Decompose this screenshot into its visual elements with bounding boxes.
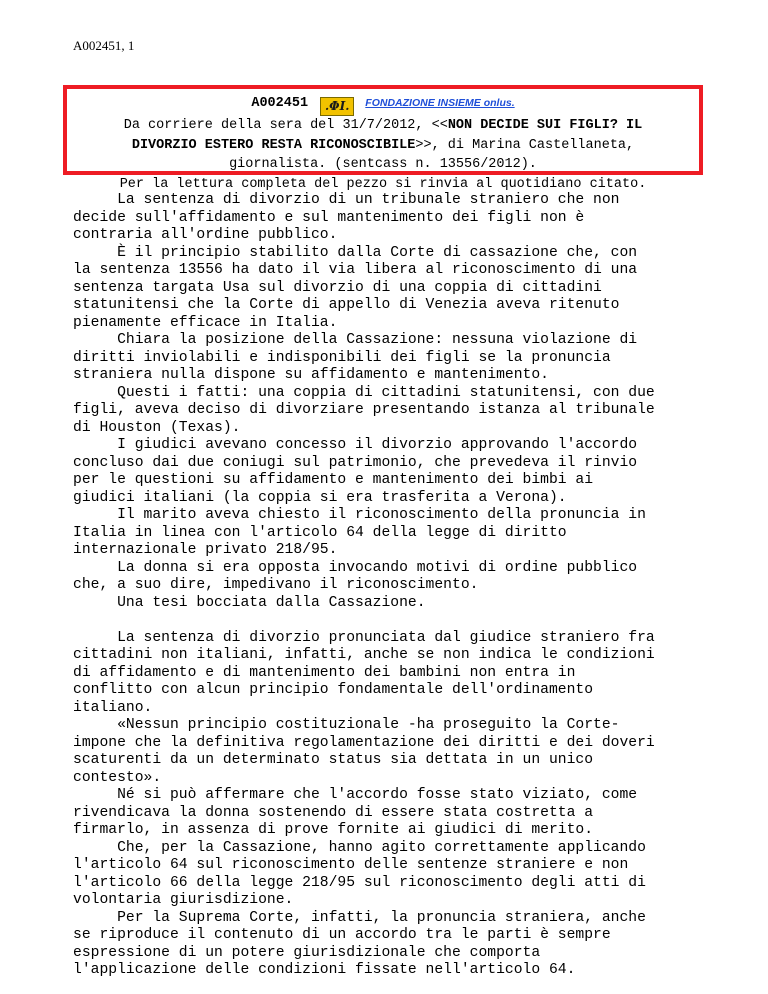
- page-identifier: A002451, 1: [73, 38, 135, 53]
- header-line-4: giornalista. (sentcass n. 13556/2012).: [229, 157, 537, 173]
- paragraph: Che, per la Cassazione, hanno agito correttamente applicando l'articolo 64 sul riconoscimento delle sentenze straniere e non l'articolo 66 della legge 218/95 sul riconoscimento degli atti di volontaria giurisdizione.: [73, 839, 646, 908]
- paragraph: Né si può affermare che l'accordo fosse stato viziato, come rivendicava la donna sostenendo di essere stata costretta a firmarlo, in assenza di prove fornite ai giudici di merito.: [73, 787, 638, 838]
- paragraph: Per la Suprema Corte, infatti, la pronuncia straniera, anche se riproduce il contenuto di un accordo tra le parti è sempre espressione di un potere giurisdizionale che comporta l'applicazione delle condizioni fissate nell'articolo 64.: [73, 909, 646, 978]
- paragraph: Questi i fatti: una coppia di cittadini statunitensi, con due figli, aveva deciso di divorziare presentando istanza al tribunale di Houston (Texas).: [73, 384, 655, 436]
- author-credit: >>, di Marina Castellaneta,: [415, 137, 635, 153]
- header-line-2: [67, 116, 699, 136]
- header-box: [63, 85, 703, 192]
- foundation-logo-icon: .ΦI.: [320, 97, 354, 116]
- header-line-3: [67, 136, 699, 156]
- paragraph: Una tesi bocciata dalla Cassazione.: [73, 594, 426, 611]
- paragraph: La sentenza di divorzio di un tribunale straniero che non decide sull'affidamento e sul mantenimento dei figli non è contraria all'ordine pubblico.: [73, 192, 620, 243]
- headline-part-2: DIVORZIO ESTERO RESTA RICONOSCIBILE: [131, 137, 416, 153]
- headline-part-1: NON DECIDE SUI FIGLI? IL: [447, 118, 643, 133]
- paragraph: Chiara la posizione della Cassazione: nessuna violazione di diritti inviolabili e indisponibili dei figli se la pronuncia straniera nulla dispone su affidamento e mantenimento.: [73, 332, 638, 383]
- paragraph-spacer: [73, 612, 733, 630]
- header-line-5: Per la lettura completa del pezzo si rinvia al quotidiano citato.: [119, 176, 647, 192]
- header-line-1: [67, 94, 699, 116]
- paragraph: «Nessun principio costituzionale -ha proseguito la Corte- impone che la definitiva regolamentazione dei diritti e dei doveri scaturenti da un determinato status sia dettata in un unico contesto».: [73, 717, 655, 786]
- article-body: [73, 192, 733, 980]
- paragraph: La sentenza di divorzio pronunciata dal giudice straniero fra cittadini non italiani, infatti, anche se non indica le condizioni di affidamento e di mantenimento dei bambini non entra in conflitto con alcun principio fondamentale dell'ordinamento italiano.: [73, 629, 655, 716]
- paragraph: È il principio stabilito dalla Corte di cassazione che, con la sentenza 13556 ha dato il via libera al riconoscimento di una sentenza targata Usa sul divorzio di una coppia di cittadini statunitensi che la Corte di appello di Venezia aveva ritenuto pienamente efficace in Italia.: [73, 244, 638, 331]
- paragraph: La donna si era opposta invocando motivi di ordine pubblico che, a suo dire, impedivano il riconoscimento.: [73, 559, 638, 593]
- paragraph: Il marito aveva chiesto il riconoscimento della pronuncia in Italia in linea con l'articolo 64 della legge di diritto internazionale privato 218/95.: [73, 507, 646, 558]
- paragraph: I giudici avevano concesso il divorzio approvando l'accordo concluso dai due coniugi sul patrimonio, che prevedeva il rinvio per le questioni su affidamento e mantenimento dei bimbi ai giudici italiani (la coppia si era trasferita a Verona).: [73, 437, 638, 506]
- source-prefix: Da corriere della sera del 31/7/2012, <<: [123, 118, 448, 133]
- document-code: A002451: [251, 96, 309, 111]
- foundation-link[interactable]: FONDAZIONE INSIEME onlus.: [365, 97, 515, 109]
